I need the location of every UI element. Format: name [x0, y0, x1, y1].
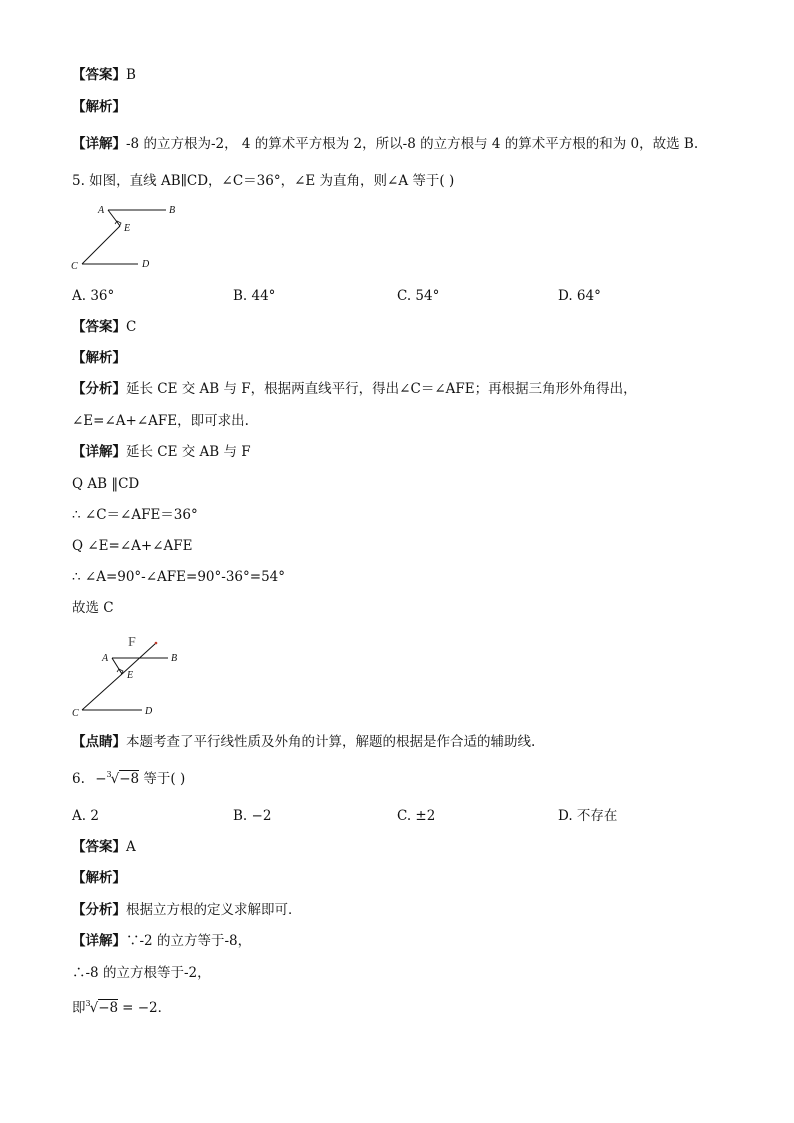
- label-a: A: [98, 205, 105, 216]
- label-e: E: [127, 670, 134, 681]
- label-c: C: [71, 261, 78, 272]
- detail-label: 【详解】: [72, 444, 126, 460]
- answer-label: 【答案】: [72, 839, 126, 855]
- step6-2: ∴-8 的立方根等于-2，: [72, 965, 211, 981]
- answer-label: 【答案】: [72, 67, 126, 83]
- option-c: C. ±2: [397, 808, 436, 824]
- answer-label: 【答案】: [72, 319, 126, 335]
- label-d: D: [145, 706, 153, 717]
- minus-sign: −: [95, 771, 107, 787]
- fenxi-text: 根据立方根的定义求解即可．: [126, 902, 302, 918]
- label-e: E: [124, 223, 131, 234]
- option-a: A. 2: [72, 808, 99, 824]
- label-b: B: [171, 653, 178, 664]
- answer-value: B: [126, 67, 136, 83]
- root-index: 3: [85, 999, 91, 1008]
- analysis-heading-6: 【解析】: [72, 870, 126, 886]
- option-d: D. 64°: [558, 288, 601, 304]
- label-b: B: [169, 205, 176, 216]
- dianjing-text: 本题考查了平行线性质及外角的计算，解题的根据是作合适的辅助线.: [126, 734, 536, 750]
- radical-sign: √: [110, 771, 120, 787]
- fenxi-label: 【分析】: [72, 902, 126, 918]
- detail-label: 【详解】: [72, 933, 126, 949]
- fenxi-label: 【分析】: [72, 381, 126, 397]
- radicand: −8: [98, 1000, 119, 1016]
- analysis-heading-5: 【解析】: [72, 350, 126, 366]
- line-ae: [108, 210, 120, 226]
- fenxi-line-6: [72, 901, 302, 919]
- answer-value: A: [126, 839, 136, 855]
- step-prefix: 即: [72, 1000, 86, 1016]
- detail-text: -8 的立方根为-2， 4 的算术平方根为 2，所以-8 的立方根与 4 的算术平方根的和为 0，故选 B.: [126, 136, 699, 152]
- answer-line-4: [72, 66, 136, 84]
- label-c: C: [72, 708, 79, 719]
- line-ec: [82, 674, 122, 710]
- step-1: Q AB ‖CD: [72, 476, 140, 492]
- fenxi-line-5: [72, 380, 637, 398]
- step-4: ∴ ∠A=90°-∠AFE=90°-36°=54°: [72, 569, 285, 585]
- answer-line-6: [72, 838, 136, 856]
- detail-text: ∵-2 的立方等于-8，: [126, 933, 252, 949]
- figure-parallel-lines: [66, 200, 186, 272]
- step6-3: [72, 999, 171, 1019]
- line-ec: [82, 226, 120, 264]
- option-d: D. 不存在: [558, 808, 618, 824]
- detail-text: 延长 CE 交 AB 与 F: [126, 444, 251, 460]
- step-2: ∴ ∠C＝∠AFE＝36°: [72, 507, 198, 523]
- cube-root-expression: [95, 771, 143, 787]
- choose-line-5: 故选 C: [72, 600, 114, 616]
- answer-line-5: [72, 318, 136, 336]
- option-a: A. 36°: [72, 288, 115, 304]
- step-3: Q ∠E=∠A+∠AFE: [72, 538, 193, 554]
- figure-auxiliary-line: [66, 628, 186, 720]
- label-a: A: [102, 653, 109, 664]
- question-tail: 等于( ): [143, 771, 186, 787]
- option-b: B. 44°: [233, 288, 276, 304]
- question-5: 5. 如图，直线 AB∥CD，∠C＝36°，∠E 为直角，则∠A 等于( ): [72, 173, 455, 189]
- option-b: B. −2: [233, 808, 272, 824]
- fenxi-text: 延长 CE 交 AB 与 F，根据两直线平行，得出∠C＝∠AFE；再根据三角形外角得出，: [126, 381, 637, 397]
- label-d: D: [142, 259, 150, 270]
- question-number: 6.: [72, 771, 85, 787]
- radicand: −8: [119, 771, 140, 787]
- dianjing-line: [72, 733, 535, 751]
- detail-line-5: [72, 443, 251, 461]
- answer-value: C: [126, 319, 137, 335]
- detail-label: 【详解】: [72, 136, 126, 152]
- fenxi-cont-5: ∠E=∠A+∠AFE，即可求出.: [72, 413, 249, 429]
- analysis-heading-4: 【解析】: [72, 99, 126, 115]
- step-result: = −2．: [122, 1000, 172, 1016]
- label-f: F: [128, 635, 136, 650]
- detail-line-6: [72, 932, 251, 950]
- point-f-marker: [155, 642, 158, 645]
- detail-line-4: [72, 135, 698, 153]
- root-index: 3: [106, 770, 112, 779]
- dianjing-label: 【点睛】: [72, 734, 126, 750]
- radical-sign: √: [89, 1000, 99, 1016]
- option-c: C. 54°: [397, 288, 440, 304]
- question-6: [72, 770, 185, 790]
